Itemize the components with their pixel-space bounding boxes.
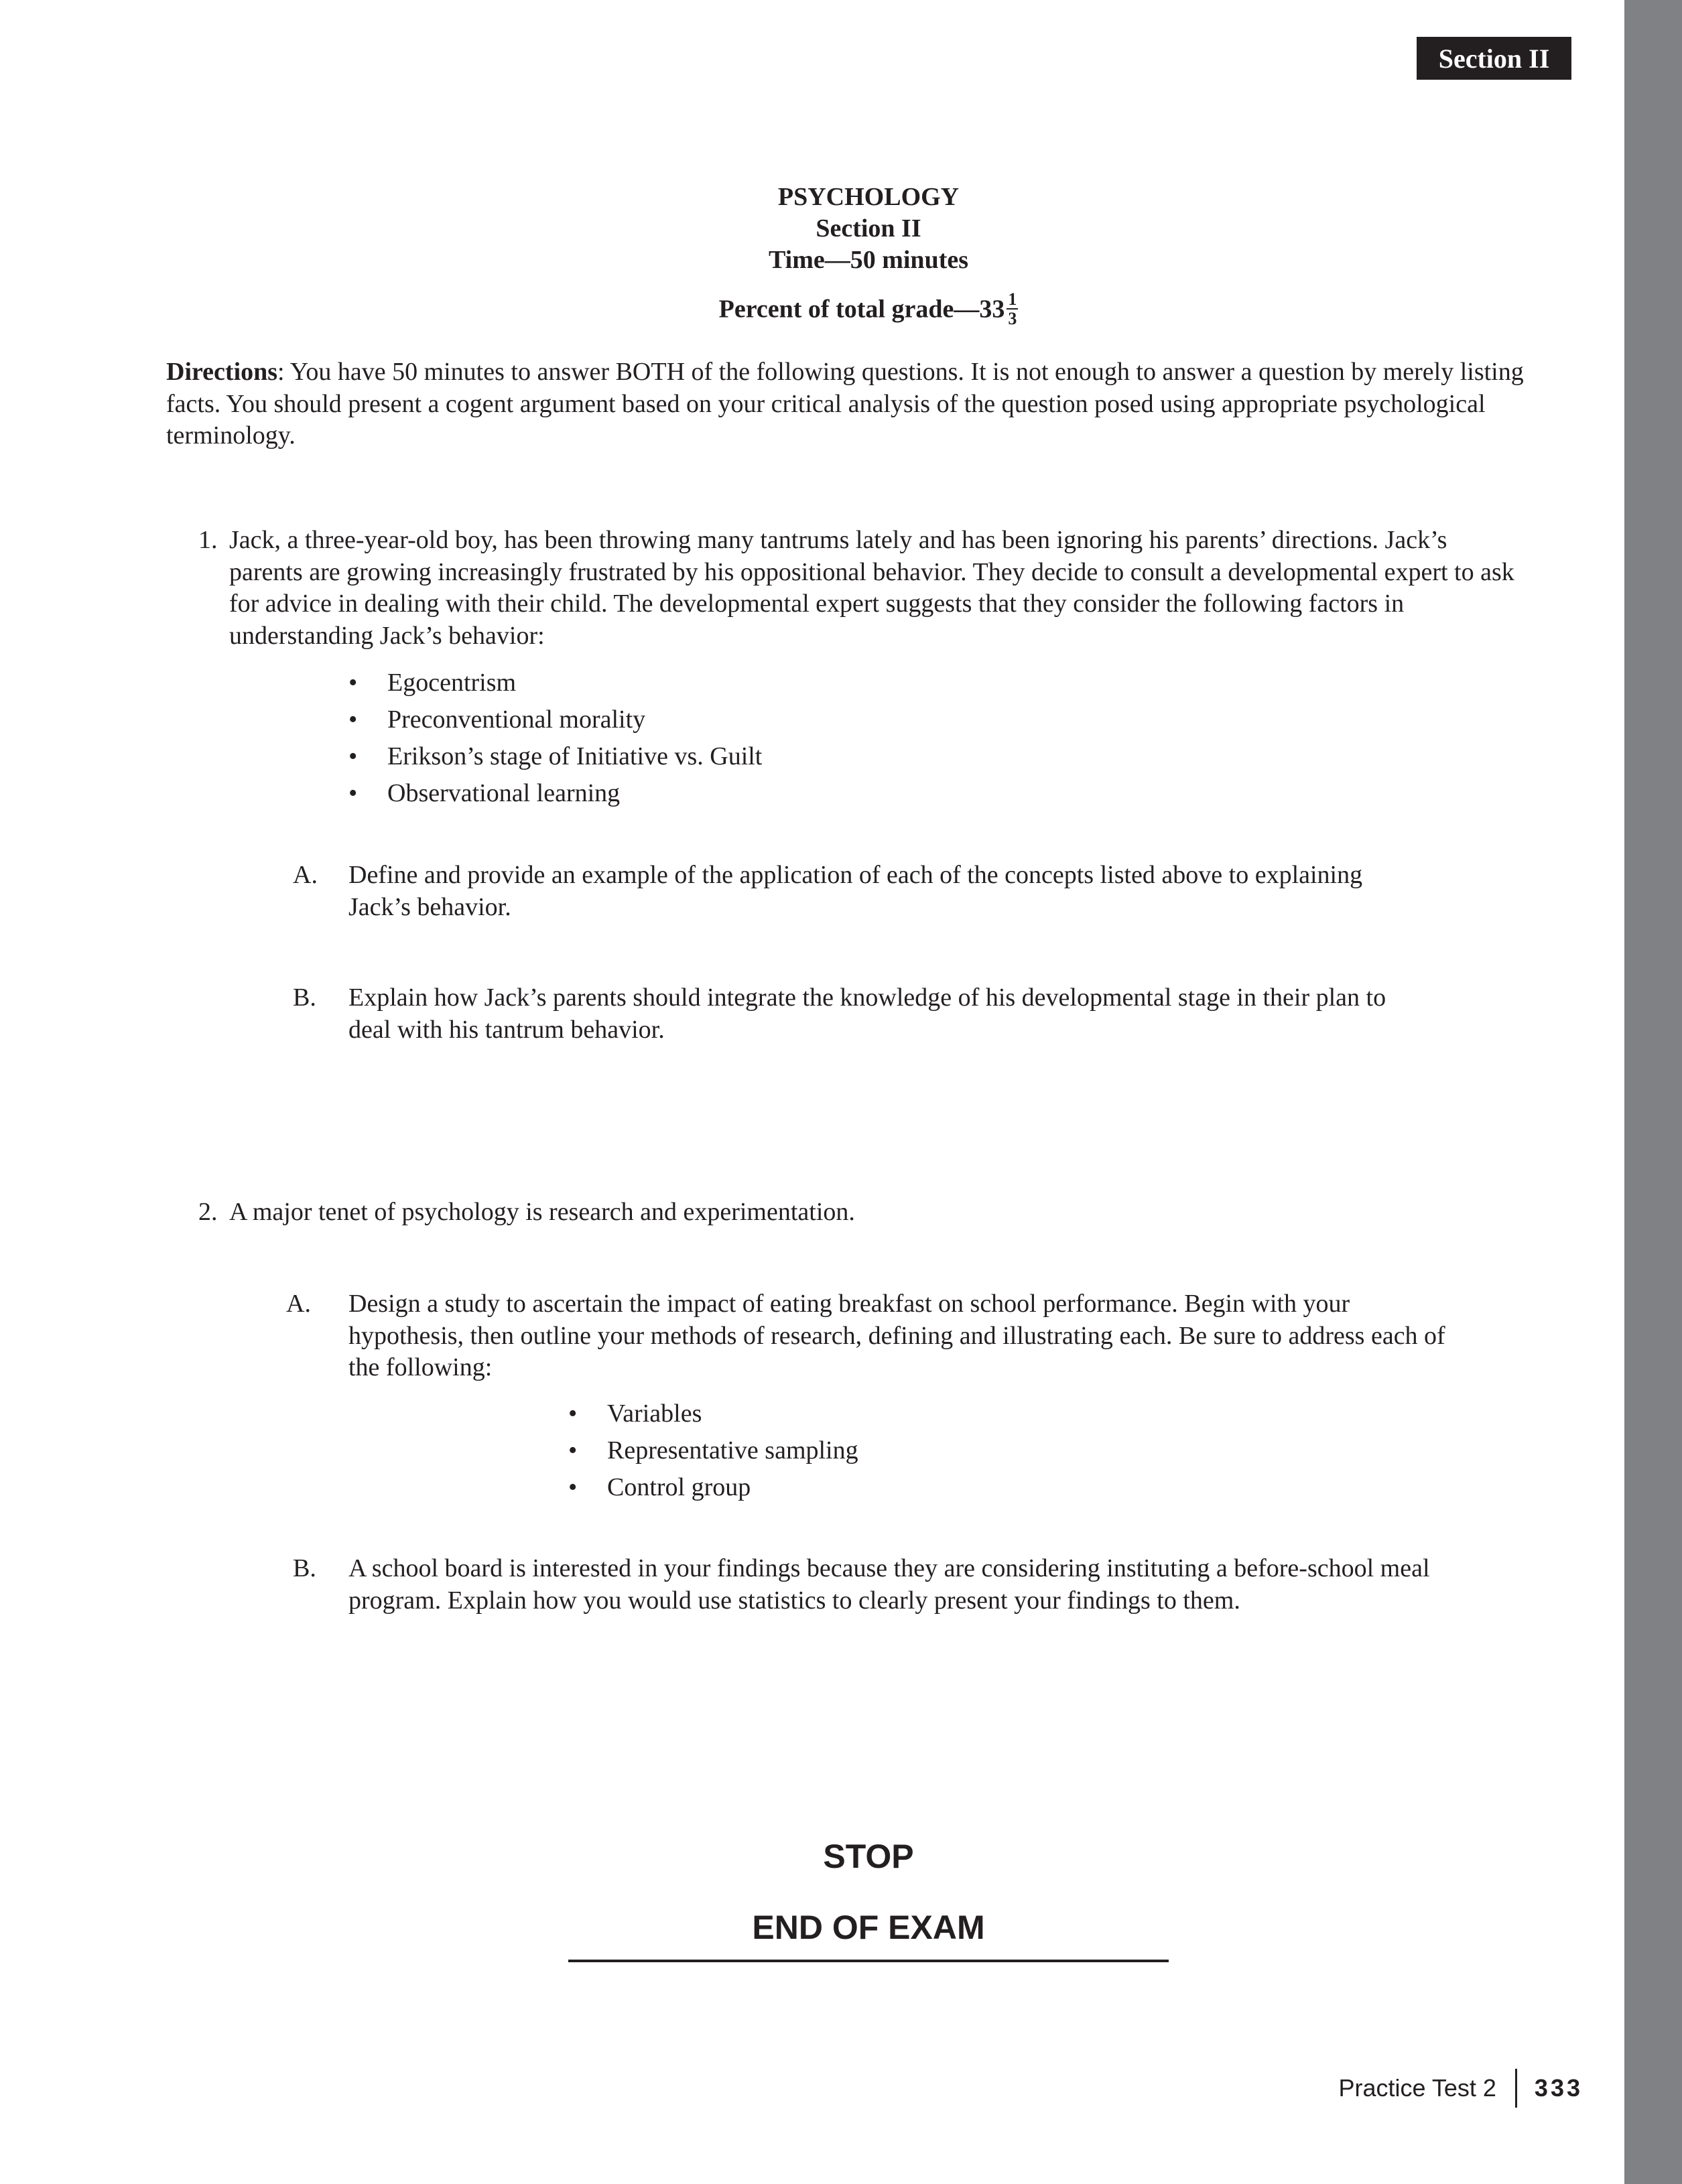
bullet-icon: •: [568, 1400, 578, 1428]
percent-of-grade: [0, 289, 1682, 330]
question-2a-text: Design a study to ascertain the impact of eating breakfast on school performance. Begin with your hypothesis, then outline your methods of research, defining and illustrating each. Be sure to address each of the following:: [348, 1290, 1445, 1381]
fraction-one-third: [1007, 290, 1018, 328]
question-1b-text: Explain how Jack’s parents should integrate the knowledge of his developmental stage in their plan to deal with his tantrum behavior.: [348, 983, 1386, 1044]
list-item: • Erikson’s stage of Initiative vs. Guilt: [348, 738, 762, 775]
question-2a-bullets: [568, 1395, 858, 1506]
exam-title-block: [0, 182, 1682, 330]
bullet-icon: •: [348, 669, 358, 697]
closing-divider: [568, 1960, 1169, 1962]
bullet-icon: •: [568, 1473, 578, 1501]
directions-label: Directions: [166, 358, 278, 386]
list-item: • Egocentrism: [348, 665, 762, 701]
list-item: • Preconventional morality: [348, 701, 762, 738]
section-heading: Section II: [816, 214, 921, 243]
question-1a-letter: A.: [293, 861, 318, 889]
list-item: • Control group: [568, 1469, 858, 1506]
question-2b-text: A school board is interested in your findings because they are considering instituting a before-school meal program. Explain how you would use statistics to clearly present your findings to them.: [348, 1554, 1430, 1615]
page-footer: [1338, 2069, 1583, 2108]
page-number: 333: [1534, 2074, 1583, 2102]
directions-text: : You have 50 minutes to answer BOTH of the following questions. It is not enough to answer a question by merely listing facts. You should present a cogent argument based on your critical analysis of the question posed using appropriate psychological terminology.: [166, 358, 1524, 450]
bullet-icon: •: [348, 705, 358, 734]
percent-label: Percent of total grade—33: [718, 295, 1005, 324]
question-1a-text: Define and provide an example of the application of each of the concepts listed above to explaining Jack’s behavior.: [348, 861, 1363, 921]
question-1b-letter: B.: [293, 983, 316, 1012]
fraction-numerator: 1: [1008, 289, 1017, 309]
directions-paragraph: [166, 356, 1533, 452]
footer-label: Practice Test 2: [1338, 2074, 1496, 2102]
question-2b-letter: B.: [293, 1554, 316, 1582]
list-item: • Observational learning: [348, 775, 762, 812]
subject-heading: PSYCHOLOGY: [777, 183, 960, 211]
question-1-text: Jack, a three-year-old boy, has been throwing many tantrums lately and has been ignoring his parents’ directions. Jack’s parents are growing increasingly frustrated by his oppositional behavior. They decide to consult a developmental expert to ask for advice in dealing with their child. The developmental expert suggests that they consider the following factors in understanding Jack’s behavior:: [229, 526, 1514, 650]
question-1-bullets: [348, 665, 762, 812]
list-item: • Representative sampling: [568, 1432, 858, 1469]
question-2-text: A major tenet of psychology is research and experimentation.: [229, 1198, 855, 1226]
section-tab: Section II: [1417, 37, 1571, 80]
bullet-icon: •: [348, 742, 358, 770]
fraction-denominator: 3: [1008, 309, 1017, 328]
question-1-number: 1.: [198, 526, 218, 554]
question-2a-letter: A.: [286, 1290, 311, 1318]
footer-separator: [1515, 2069, 1517, 2108]
stop-heading: STOP: [823, 1838, 914, 1875]
list-item: • Variables: [568, 1395, 858, 1432]
time-heading: Time—50 minutes: [768, 246, 969, 274]
bullet-icon: •: [568, 1436, 578, 1464]
end-of-exam-heading: END OF EXAM: [752, 1909, 985, 1946]
bullet-icon: •: [348, 779, 358, 807]
question-2-number: 2.: [198, 1198, 218, 1226]
